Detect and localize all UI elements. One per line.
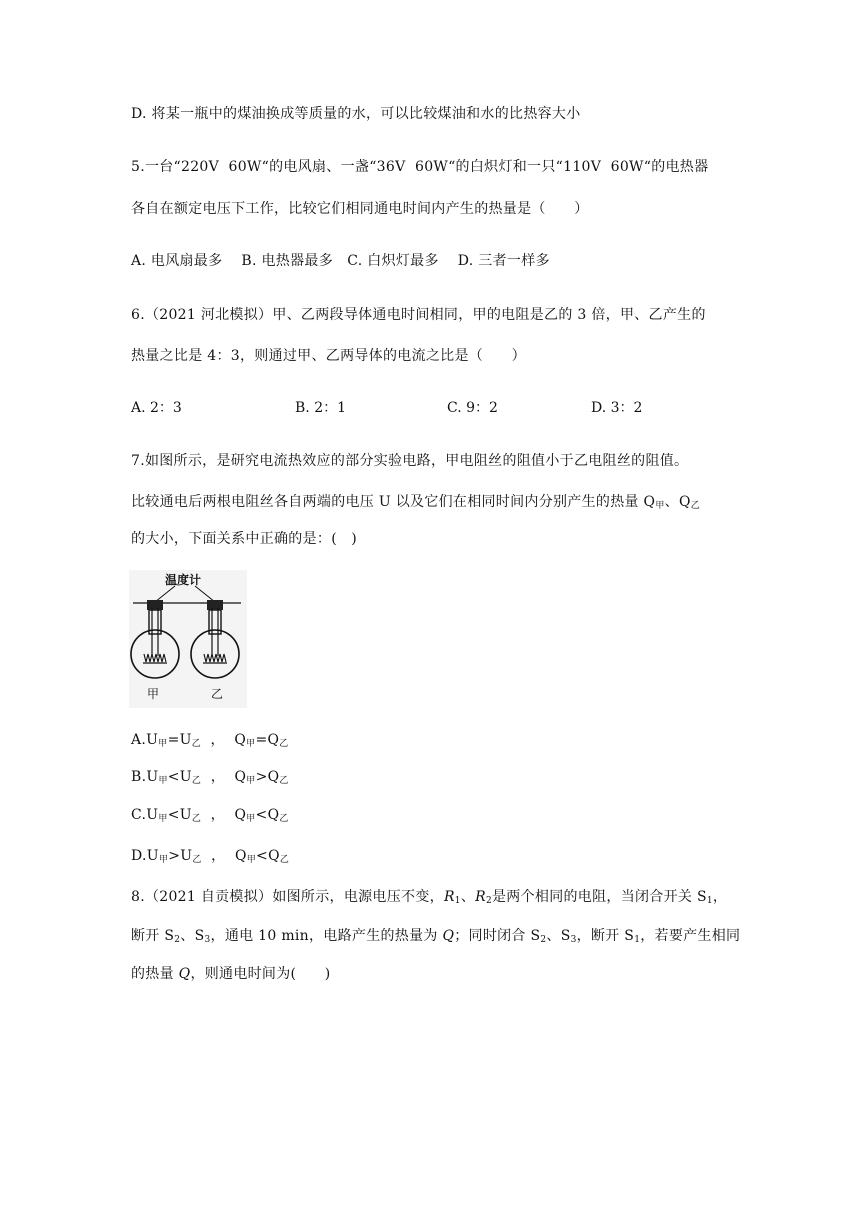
q7-option-c: $C.U_甲<U_乙$ ， $Q_甲<Q_乙$ (131, 807, 289, 824)
q6-option-b: B. 2：1 (295, 400, 347, 416)
q6-option-c: C. 9：2 (447, 400, 498, 416)
q5-stem-line2: 各自在额定电压下工作，比较它们相同通电时间内产生的热量是（ ） (131, 201, 589, 217)
q7-stem-line2: 比较通电后两根电阻丝各自两端的电压 U 以及它们在相同时间内分别产生的热量 $Q_甲$、$Q_乙$ (131, 494, 701, 511)
q8-stem-line2: 断开 $S_2$、$S_3$，通电 10 min，电路产生的热量为 Q；同时闭合 $S_2$、$S_3$，断开 $S_1$，若要产生相同 (131, 928, 741, 945)
flask-right-label: 乙 (211, 687, 224, 701)
q8-stem-line3: 的热量 Q，则通电时间为( ) (131, 966, 331, 982)
q7-apparatus-figure (129, 570, 247, 708)
q4-option-d: D. 将某一瓶中的煤油换成等质量的水，可以比较煤油和水的比热容大小 (131, 106, 581, 122)
thermometer-label: 温度计 (165, 573, 202, 587)
q7-stem-line3: 的大小，下面关系中正确的是：( ) (131, 531, 357, 547)
q8-stem-line1: 8.（2021 自贡模拟）如图所示，电源电压不变，$R_1$、$R_2$是两个相同的电阻，当闭合开关 $S_1$， (131, 889, 728, 906)
q7-stem-line1: 7.如图所示，是研究电流热效应的部分实验电路，甲电阻丝的阻值小于乙电阻丝的阻值。 (131, 453, 689, 469)
flask-apparatus-diagram (129, 570, 247, 708)
q7-option-b: $B.U_甲<U_乙$ ， $Q_甲>Q_乙$ (131, 769, 289, 786)
flask-left-label: 甲 (147, 687, 160, 701)
q5-stem-line1: 5.一台“220V 60W“的电风扇、一盏“36V 60W“的白炽灯和一只“110V 60W“的电热器 (131, 159, 709, 175)
q7-option-d: $D.U_甲>U_乙$ ， $Q_甲<Q_乙$ (131, 848, 290, 865)
q7-option-a: $A.U_甲=U_乙$ ， $Q_甲=Q_乙$ (131, 732, 289, 749)
q5-options: A. 电风扇最多 B. 电热器最多 C. 白炽灯最多 D. 三者一样多 (131, 253, 550, 269)
q6-stem-line1: 6.（2021 河北模拟）甲、乙两段导体通电时间相同，甲的电阻是乙的 3 倍，甲、乙产生的 (131, 307, 706, 323)
q6-stem-line2: 热量之比是 4：3，则通过甲、乙两导体的电流之比是（ ） (131, 348, 526, 364)
q6-option-d: D. 3：2 (591, 400, 643, 416)
q6-option-a: A. 2：3 (131, 400, 182, 416)
